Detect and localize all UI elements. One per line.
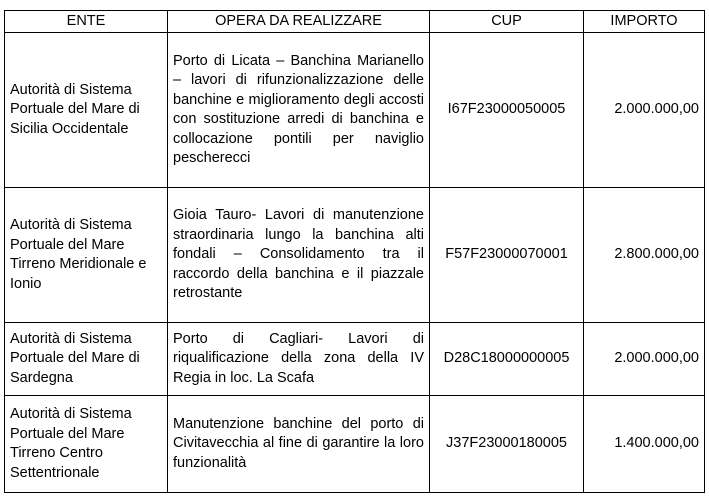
cup-cell: D28C18000000005	[430, 323, 584, 396]
importo-cell: 2.000.000,00	[584, 33, 705, 188]
table-row	[5, 323, 705, 396]
opera-cell: Manutenzione banchine del porto di Civitavecchia al fine di garantire la loro funzionalità	[168, 396, 430, 493]
table-row	[5, 396, 705, 493]
importo-cell: 2.800.000,00	[584, 188, 705, 323]
table-row	[5, 188, 705, 323]
importo-cell: 1.400.000,00	[584, 396, 705, 493]
importo-cell: 2.000.000,00	[584, 323, 705, 396]
header-row	[5, 11, 705, 33]
ente-cell: Autorità di Sistema Portuale del Mare di Sicilia Occidentale	[5, 33, 168, 188]
ente-cell: Autorità di Sistema Portuale del Mare Tirreno Meridionale e Ionio	[5, 188, 168, 323]
cup-cell: F57F23000070001	[430, 188, 584, 323]
opera-cell: Gioia Tauro- Lavori di manutenzione straordinaria lungo la banchina alti fondali – Consolidamento tra il raccordo della banchina e il piazzale retrostante	[168, 188, 430, 323]
table-row	[5, 33, 705, 188]
works-table	[4, 10, 705, 493]
header-opera: OPERA DA REALIZZARE	[168, 11, 430, 33]
header-importo: IMPORTO	[584, 11, 705, 33]
ente-cell: Autorità di Sistema Portuale del Mare Tirreno Centro Settentrionale	[5, 396, 168, 493]
header-cup: CUP	[430, 11, 584, 33]
header-ente: ENTE	[5, 11, 168, 33]
ente-cell: Autorità di Sistema Portuale del Mare di Sardegna	[5, 323, 168, 396]
opera-cell: Porto di Licata – Banchina Marianello – lavori di rifunzionalizzazione delle banchine e miglioramento degli accosti con sostituzione arredi di banchina e collocazione pontili per naviglio pescherecci	[168, 33, 430, 188]
cup-cell: J37F23000180005	[430, 396, 584, 493]
cup-cell: I67F23000050005	[430, 33, 584, 188]
opera-cell: Porto di Cagliari- Lavori di riqualificazione della zona della IV Regia in loc. La Scafa	[168, 323, 430, 396]
